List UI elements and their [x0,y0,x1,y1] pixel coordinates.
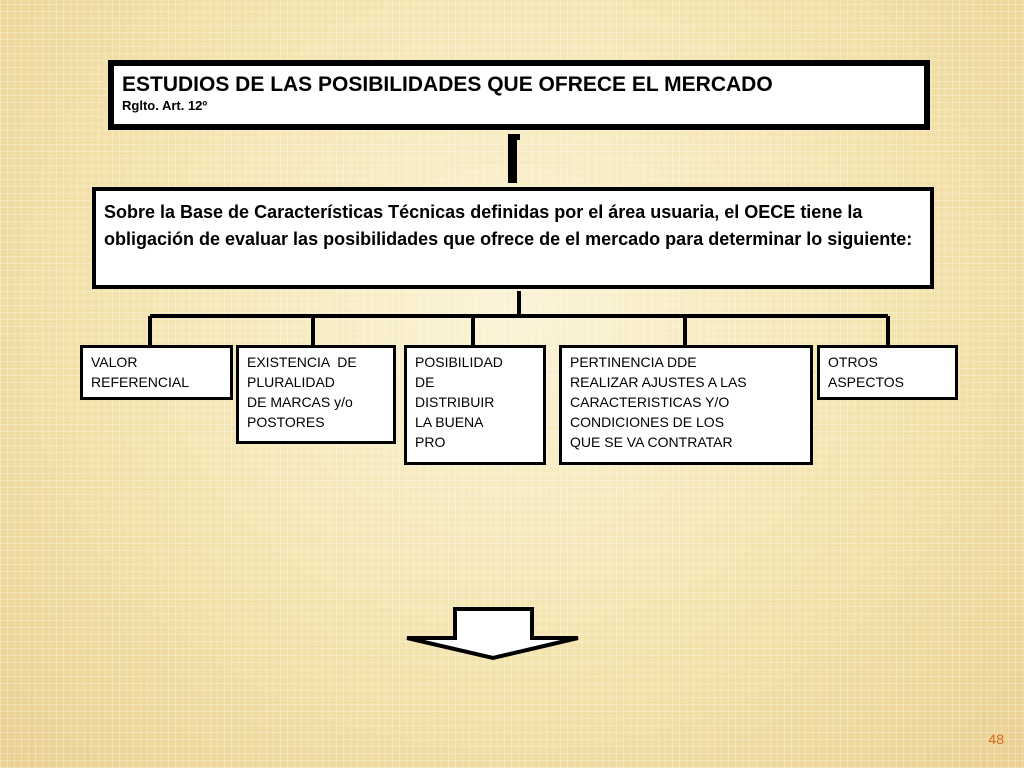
item-line: VALOR [91,354,138,370]
regulation-reference: Rglto. Art. 12º [122,98,208,113]
item-line: LA BUENA [415,414,484,430]
down-arrow-icon [407,609,578,658]
item-line: DISTRIBUIR [415,394,495,410]
title-box [108,60,930,130]
item-line: EXISTENCIA DE [247,354,357,370]
item-line: DE [415,374,435,390]
item-line: POSIBILIDAD [415,354,503,370]
item-line: PLURALIDAD [247,374,335,390]
item-line: DE MARCAS y/o [247,394,353,410]
diagram-title: ESTUDIOS DE LAS POSIBILIDADES QUE OFRECE EL MERCADO [122,73,773,96]
description-box [92,187,934,289]
connector-thick-vertical [508,140,517,183]
item-line: OTROS [828,354,878,370]
item-line: ASPECTOS [828,374,904,390]
connector-thick-cap [508,134,520,140]
item-line: CARACTERISTICAS Y/O [570,394,730,410]
item-otros-aspectos [817,345,958,400]
description-text: Sobre la Base de Características Técnicas definidas por el área usuaria, el OECE tiene la obligación de evaluar las posibilidades que ofrece de el mercado para determinar lo siguiente: [104,202,913,249]
page-number: 48 [988,731,1004,747]
item-pertinencia-ajustes [559,345,813,465]
item-line: REALIZAR AJUSTES A LAS [570,374,747,390]
item-line: POSTORES [247,414,325,430]
item-line: PERTINENCIA DDE [570,354,697,370]
item-valor-referencial [80,345,233,400]
item-line: CONDICIONES DE LOS [570,414,725,430]
item-line: REFERENCIAL [91,374,190,390]
item-distribuir-buena-pro [404,345,546,465]
item-pluralidad-marcas [236,345,396,444]
item-line: QUE SE VA CONTRATAR [570,434,733,450]
item-line: PRO [415,434,446,450]
